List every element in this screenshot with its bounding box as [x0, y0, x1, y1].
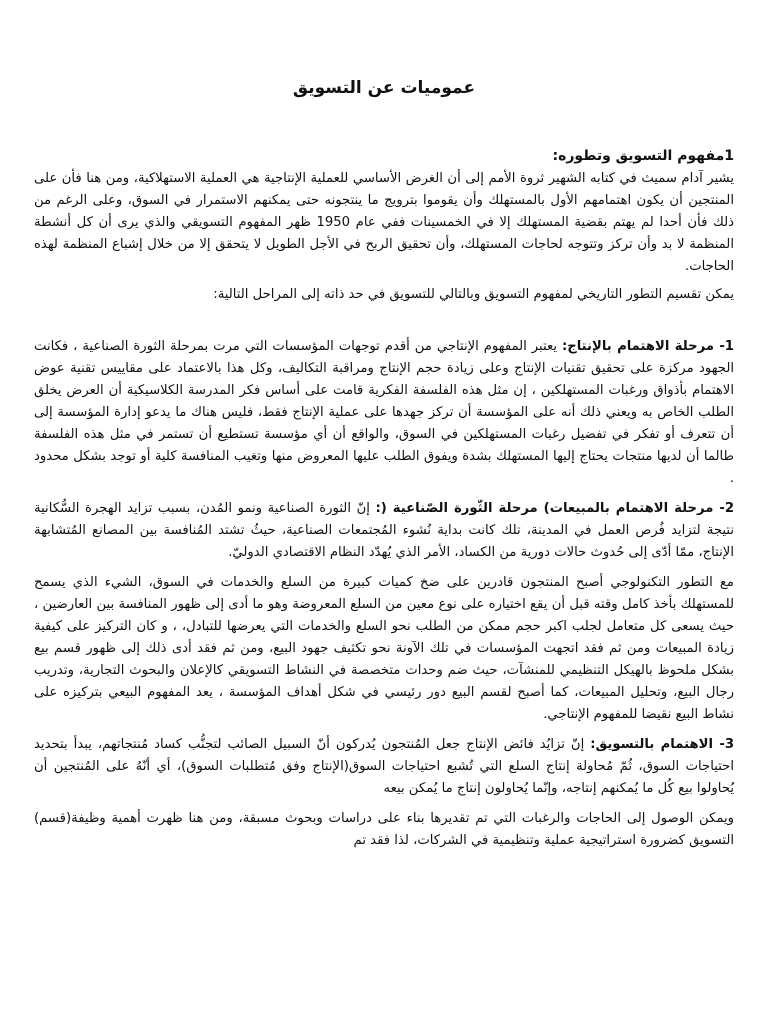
intro-paragraph: يشير آدام سميث في كتابه الشهير ثروة الأمم إلى أن الغرض الأساسي للعملية الإنتاجية هي العملية الاستهلاكية، ومن هنا فأن على المنتجين أن يكون اهتمامهم الأول بالمستهلك وأن يقوموا بترويج ما ينتجونه حتى يمكنهم الاستمرار في السوق، وعلى الرغم من ذلك فأن أحدا لم يهتم بقضية المستهلك إلا في الخمسينات ففي عام 1950 ظهر المفهوم التسويقي والذي يرى أن كل أنشطة المنظمة لا بد وأن تركز وتتوجه لحاجات المستهلك، وأن تحقيق الربح في الأجل الطويل لا يتحقق إلا من خلال إشباع المنظمة لهذه الحاجات. — [34, 171, 734, 274]
stage-3-text: إنّ تزايُد فائض الإنتاج جعل المُنتجون يُدركون أنّ السبيل الصائب لتجنُّب كساد مُنتجاتهم، يبدأ بتحديد احتياجات السوق، ثُمّ مُحاولة إنتاج السلع التي تُشبع احتياجات السوق(الإنتاج وفق مُتطلبات السوق)، أي أنّهُ على المُنتجين أن يُحاولوا بيع كُل ما يُمكنهم إنتاجه، وإنّما يُحاولون إنتاج ما يُمكن بيعه — [34, 737, 734, 796]
stage-3-title: 3- الاهتمام بالتسويق: — [590, 737, 734, 752]
stage-3-paragraph — [34, 734, 734, 800]
stage-1-paragraph — [34, 336, 734, 490]
stage-2-paragraph — [34, 498, 734, 564]
document-title: عموميات عن التسويق — [292, 78, 476, 98]
stage-1-title: 1- مرحلة الاهتمام بالإنتاج: — [561, 339, 734, 354]
final-paragraph: ويمكن الوصول إلى الحاجات والرغبات التي تم تقديرها بناء على دراسات وبحوث مسبقة، ومن هنا ظهرت أهمية وظيفة(قسم) التسويق كضرورة استراتيجية عملية وتنظيمية في الشركات، لذا فقد تم — [34, 811, 734, 848]
stage-2-text: إنّ الثورة الصناعية ونمو المُدن، بسبب تزايد الهجرة السُّكانية نتيجة لتزايد فُرص العمل في المدينة، تلك كانت بداية نُشوء المُجتمعات الصناعية، حيثُ تشتد المُنافسة بين المصانع المُتشابهة الإنتاج، ممّا أدّى إلى حُدوث حالات دورية من الكساد، الأمر الذي يُهدّد النظام الاقتصادي الدوليّ. — [34, 501, 734, 560]
stage-2-title: 2- مرحلة الاهتمام بالمبيعات) مرحلة الثّورة الصّناعية (: — [375, 501, 735, 516]
stage-1-text: يعتبر المفهوم الإنتاجي من أقدم توجهات المؤسسات التي مرت بمرحلة الثورة الصناعية ، فكانت الجهود مركزة على تحقيق تقنيات الإنتاج وعلى زيادة حجم الإنتاج ومراقبة التكاليف، وكل هذا بالاعتماد على مقاييس تقنية عوض الاهتمام بأذواق ورغبات المستهلكين ، إن مثل هذه الفلسفة الفكرية قامت على أساس فكر المدرسة الكلاسيكية أن العرض يخلق الطلب الخاص به ويعني ذلك أنه على المؤسسة أن تركز جهدها على عملية الإنتاج فقط، فليس هناك ما يدعو إدارة المؤسسة إلى أن تتعرف أو تفكر في تفضيل رغبات المستهلكين في السوق، والواقع أن أي مؤسسة تستطيع أن تستمر في مثل هذه الفلسفة طالما أن لديها منتجات يحتاج إليها المستهلك بشدة ويفوق الطلب عليها المعروض منها وتغيب المنافسة كلية أو توجد بشكل محدود . — [34, 339, 734, 486]
technology-paragraph: مع التطور التكنولوجي أصبح المنتجون قادرين على ضخ كميات كبيرة من السلع والخدمات في السوق، الشيء الذي يسمح للمستهلك بأخذ كامل وقته قبل أن يقع اختياره على نوع معين من السلع المعروضة وهو ما أدى إلى ظهور المنافسة بين العارضين ، حيث يسعى كل متعامل لجلب اكبر حجم ممكن من الطلب نحو السلع والخدمات التي يعرضها للتبادل، ، و كان التركيز على كيفية زيادة المبيعات ومن ثم فقد اتجهت المؤسسات في تلك الآونة نحو تكثيف جهود البيع، ومن ثم فقد أدى ذلك إلى ظهور قسم بيع بشكل ملحوظ بالهيكل التنظيمي للمنشآت، حيث ضم وحدات متخصصة في النشاط التسويقي كالإعلان والبحوث التجارية، وتدريب رجال البيع، وتحليل المبيعات، كما أصبح لقسم البيع دور رئيسي في شكل أهداف المؤسسة ، يعد المفهوم البيعي بتركيزه على نشاط البيع نقيضا للمفهوم الإنتاجي. — [34, 575, 734, 722]
section-heading-marketing-concept: 1مفهوم التسويق وتطوره: — [552, 148, 734, 164]
stages-intro-paragraph: يمكن تقسيم التطور التاريخي لمفهوم التسويق وبالتالي للتسويق في حد ذاته إلى المراحل التالية: — [213, 287, 734, 302]
